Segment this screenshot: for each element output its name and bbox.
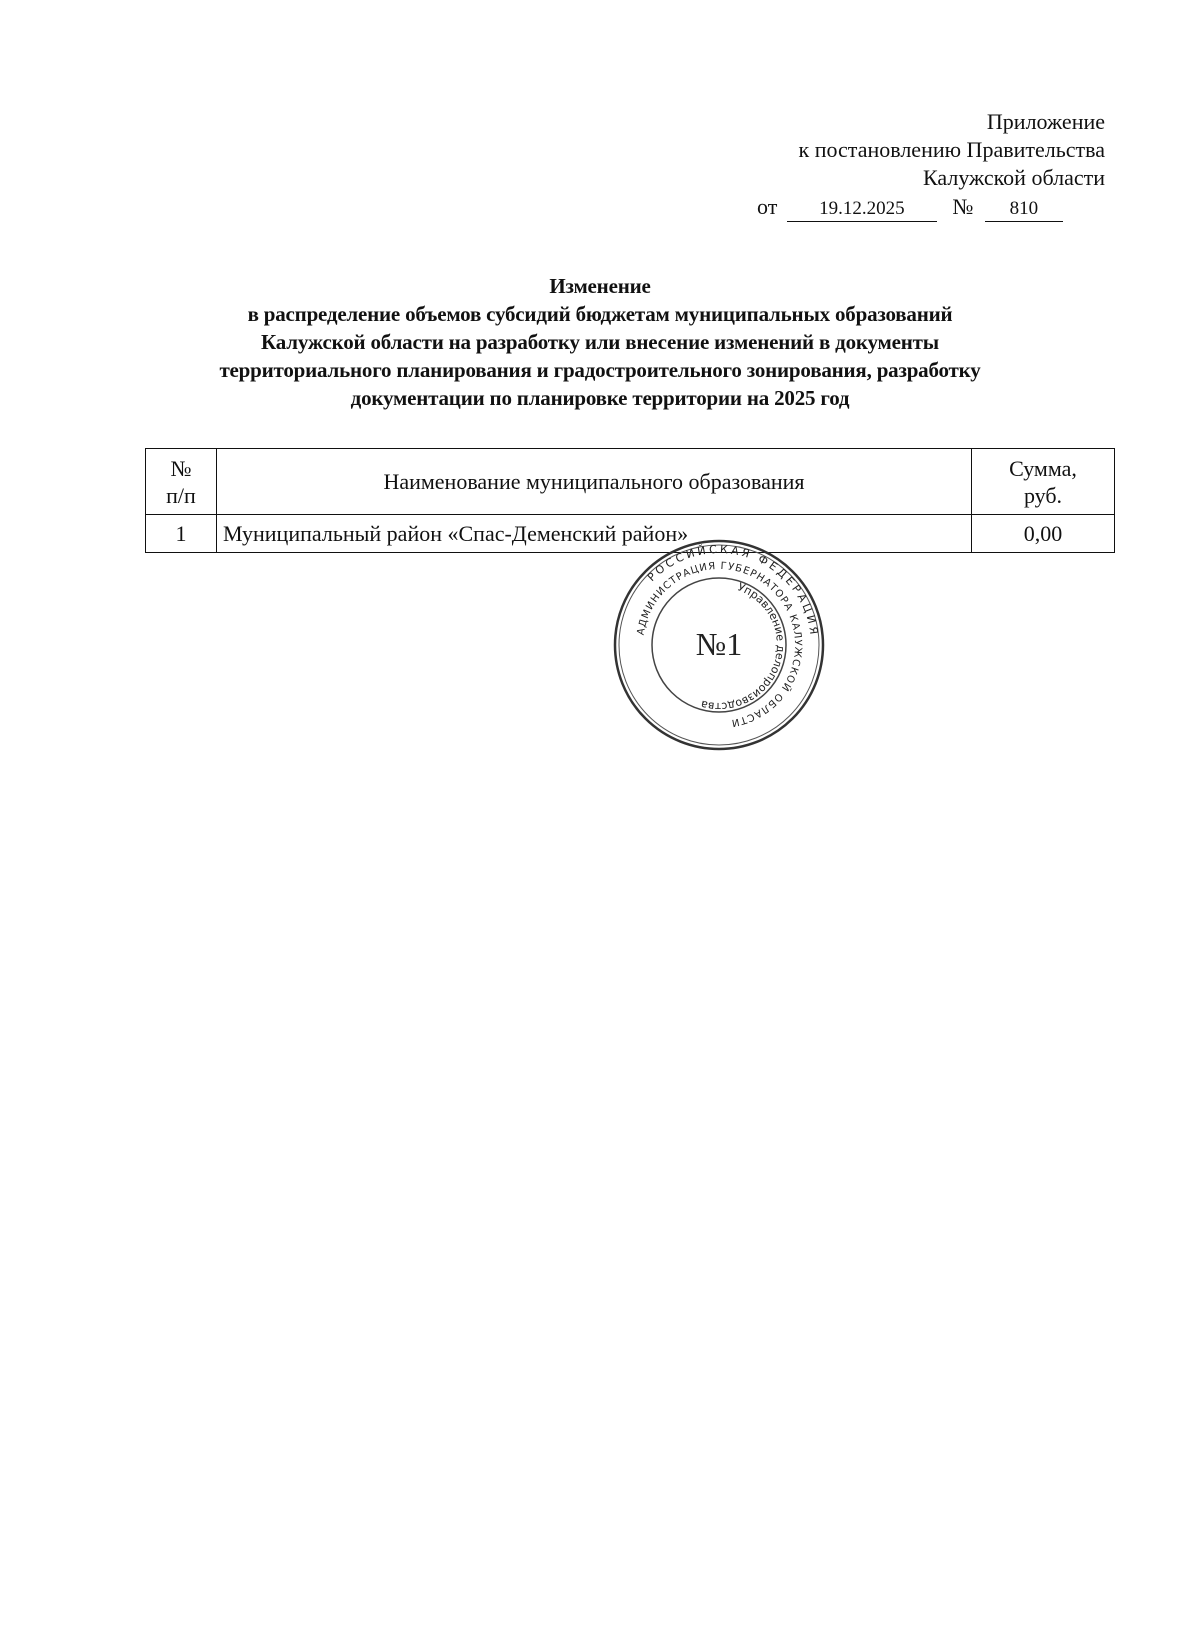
svg-text:РОССИЙСКАЯ ФЕДЕРАЦИЯ: РОССИЙСКАЯ ФЕДЕРАЦИЯ [644, 542, 821, 639]
svg-text:Управление делопроизводства: Управление делопроизводства [699, 580, 788, 714]
cell-sum: 0,00 [972, 515, 1115, 553]
appendix-line: Приложение [986, 109, 1105, 134]
svg-text:АДМИНИСТРАЦИЯ ГУБЕРНАТОРА КАЛУ: АДМИНИСТРАЦИЯ ГУБЕРНАТОРА КАЛУЖСКОЙ ОБЛАСТИ [635, 560, 804, 729]
table-header-row [146, 449, 1115, 515]
decree-number: 810 [985, 197, 1063, 222]
official-seal-icon [612, 538, 826, 752]
title-line: в распределение объемов субсидий бюджетам муниципальных образований [247, 302, 953, 326]
cell-name: Муниципальный район «Спас-Деменский район» [217, 515, 972, 553]
appendix-line: Калужской области [923, 165, 1105, 190]
title-line: территориального планирования и градостроительного зонирования, разработку [219, 358, 981, 382]
title-line: Изменение [549, 274, 651, 298]
svg-text:№1: №1 [695, 626, 743, 662]
header-name: Наименование муниципального образования [217, 449, 972, 515]
appendix-line: к постановлению Правительства [798, 137, 1105, 162]
decree-date: 19.12.2025 [787, 197, 937, 222]
document-title [140, 272, 1060, 412]
cell-num: 1 [146, 515, 217, 553]
number-label: № [952, 194, 974, 219]
date-prefix: от [757, 194, 778, 219]
date-number-line [757, 194, 1063, 222]
title-line: Калужской области на разработку или внесение изменений в документы [261, 330, 939, 354]
title-line: документации по планировке территории на 2025 год [350, 386, 850, 410]
header-sum: Сумма, руб. [972, 449, 1115, 515]
header-num: № п/п [146, 449, 217, 515]
appendix-header [799, 108, 1105, 192]
